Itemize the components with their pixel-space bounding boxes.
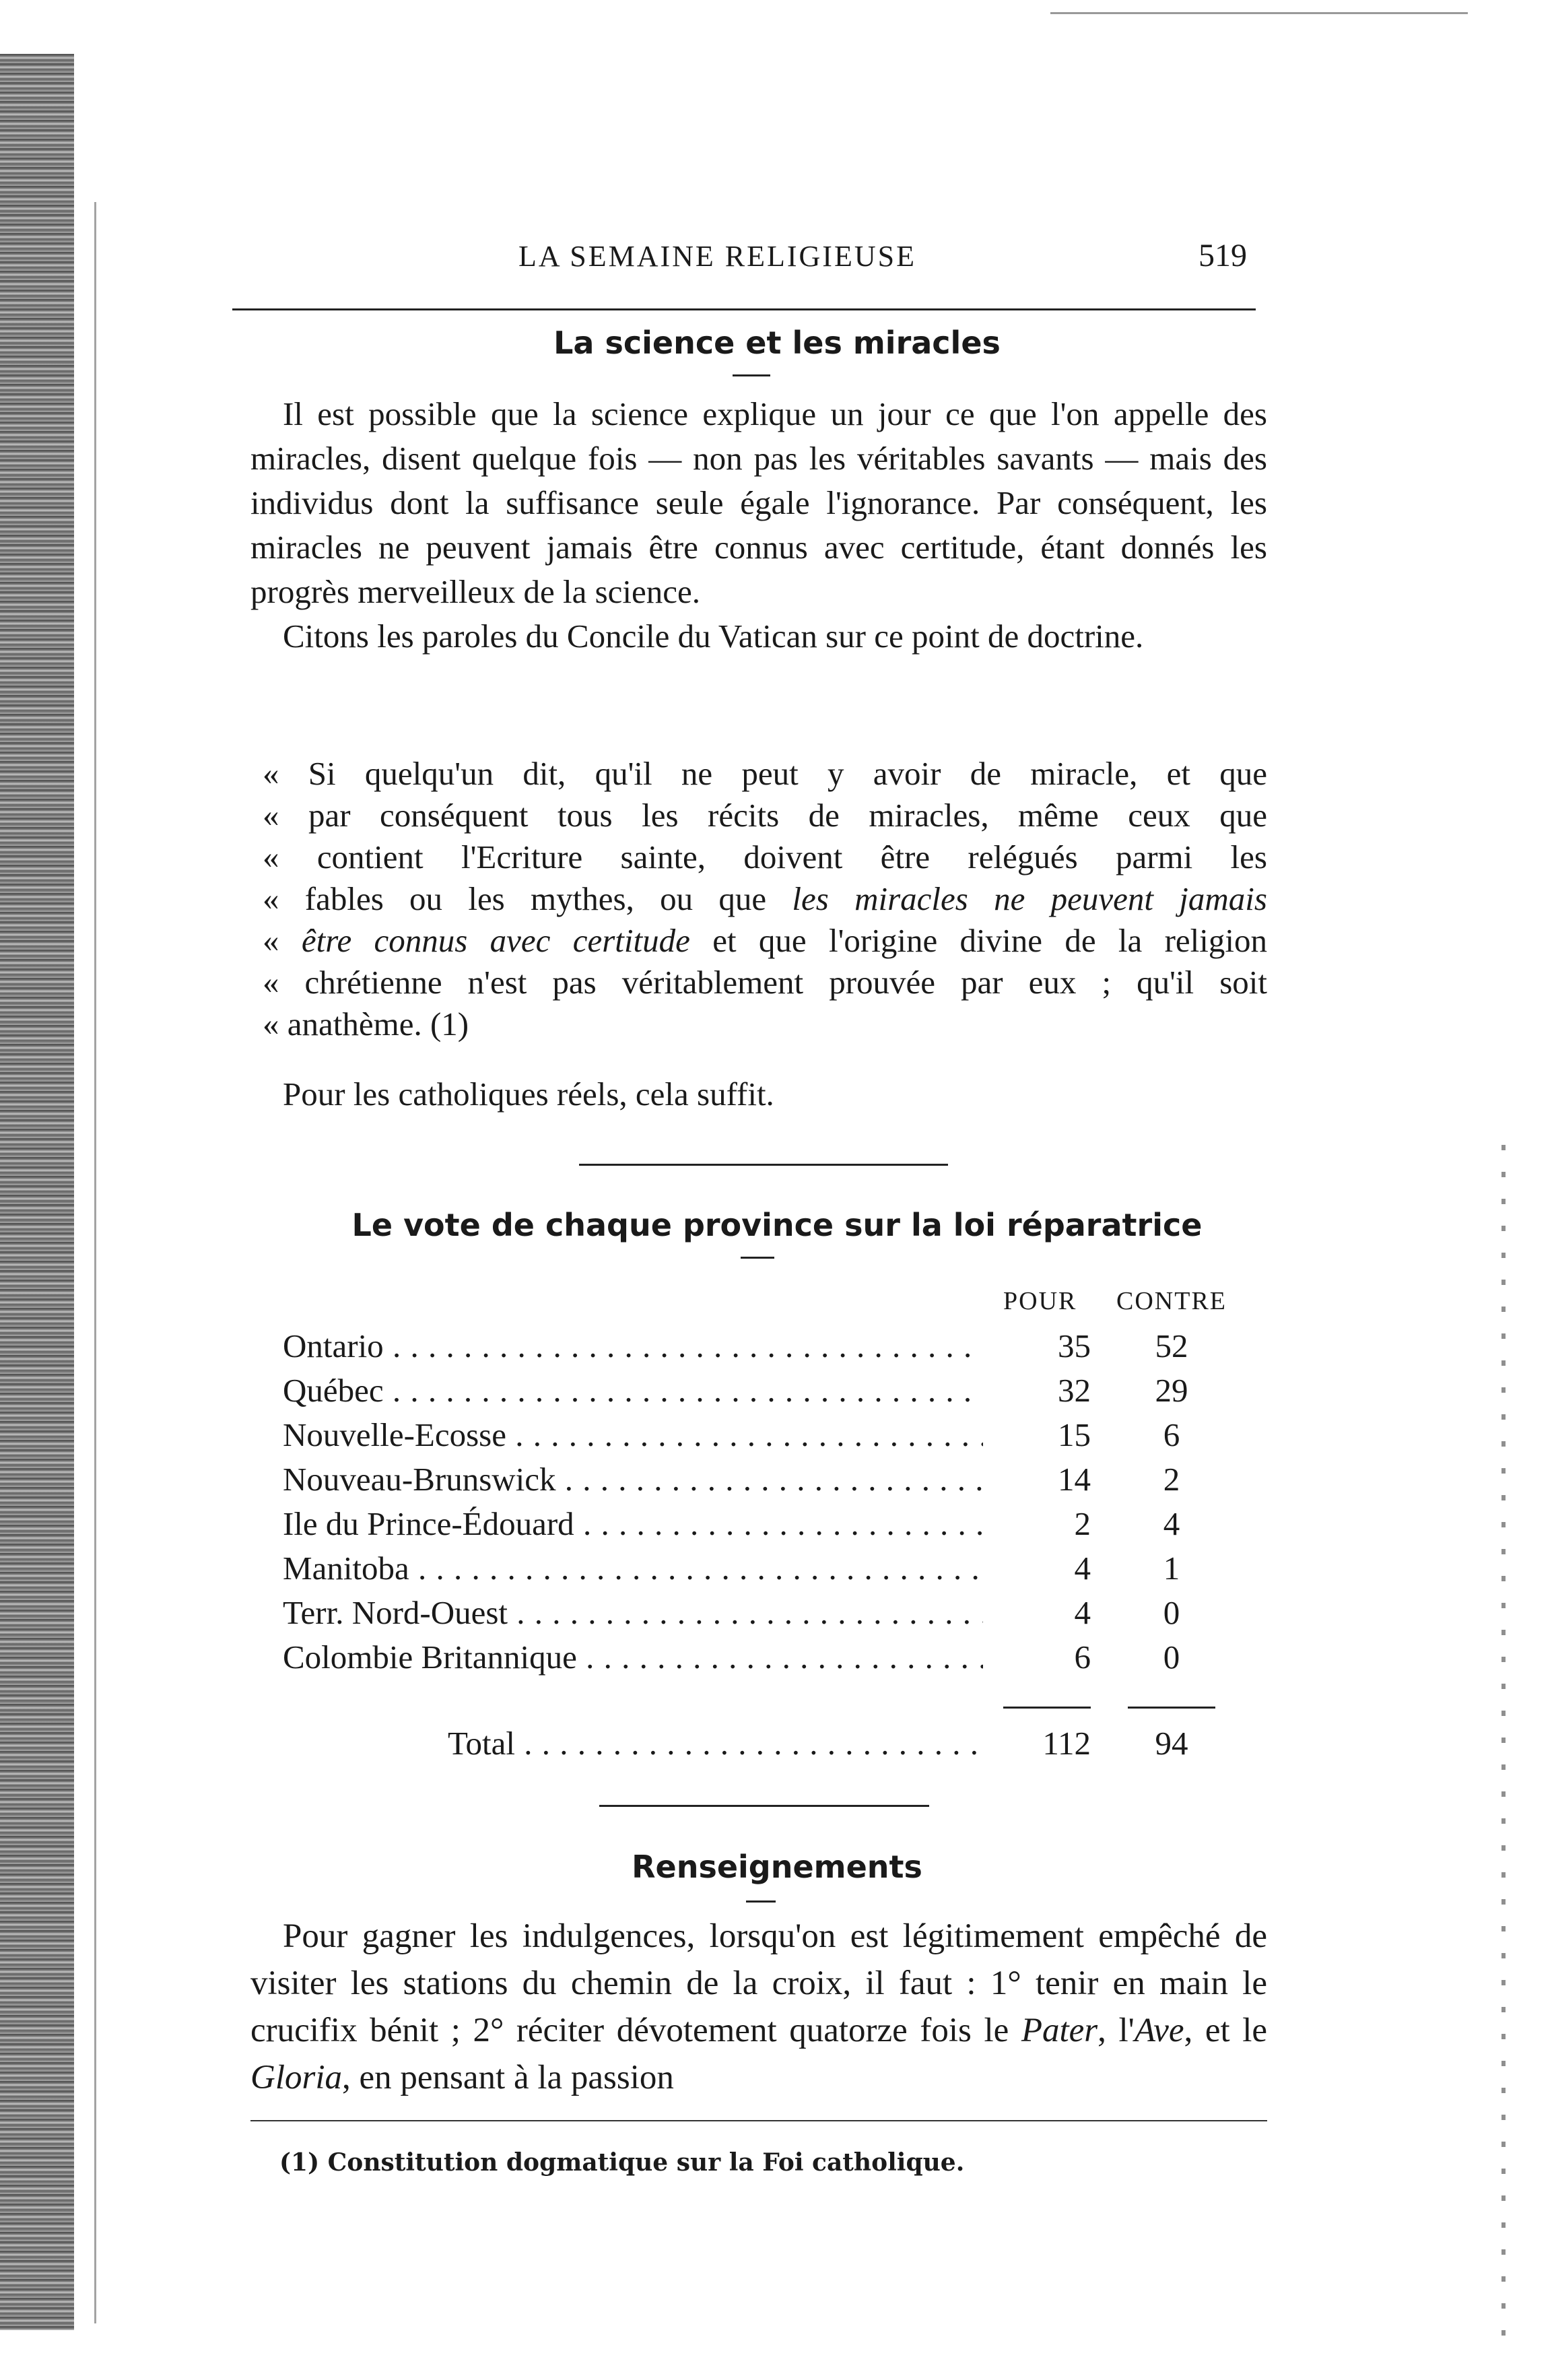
total-rule-contre <box>1128 1707 1215 1709</box>
province-name: Terr. Nord-Ouest . . . <box>283 1593 983 1632</box>
footnote: (1) Constitution dogmatique sur la Foi catholique. <box>279 2148 965 2177</box>
section-title-renseignements: Renseignements <box>632 1849 922 1885</box>
running-title: LA SEMAINE RELIGIEUSE <box>518 240 916 273</box>
page-margin-line <box>94 202 96 2323</box>
quote-line: « chrétienne n'est pas véritablement prouvée par eux ; qu'il soit <box>263 964 1267 1001</box>
total-row <box>283 1724 1259 1769</box>
pour-value: 6 <box>1074 1639 1091 1676</box>
council-quote <box>263 753 1267 1045</box>
paragraph: Pour gagner les indulgences, lorsqu'on est légitimement empêché de visiter les stations du chemin de la croix, il faut : 1° tenir en main le crucifix bénit ; 2° réciter dévotement quatorze fois le Pater, l'Ave, et le Gloria, en pensant à la passion <box>250 1917 1268 2096</box>
paragraph: Il est possible que la science explique un jour ce que l'on appelle des miracles, disent quelque fois — non pas les véritables savants — mais des individus dont la suffisance seule égale l'ignorance. Par conséquent, les miracles ne peuvent jamais être connus avec certitude, étant donnés les progrès merveilleux de la science. <box>250 395 1267 610</box>
pour-value: 15 <box>1058 1416 1091 1453</box>
contre-value: 29 <box>1155 1372 1188 1409</box>
ave-word: Ave <box>1134 2012 1184 2049</box>
quote-line: « Si quelqu'un dit, qu'il ne peut y avoir de miracle, et que <box>263 755 1267 792</box>
province-name: Nouvelle-Ecosse . . . <box>283 1416 983 1454</box>
section-title-science: La science et les miracles <box>553 325 1001 361</box>
table-row <box>283 1505 1259 1549</box>
section-title-vote: Le vote de chaque province sur la loi réparatrice <box>351 1207 1203 1243</box>
pour-value: 14 <box>1058 1461 1091 1498</box>
province-name: Manitoba . . . <box>283 1549 983 1587</box>
quote-line: « contient l'Ecriture sainte, doivent être relégués parmi les <box>263 838 1267 875</box>
page-number: 519 <box>1198 238 1247 273</box>
contre-value: 0 <box>1163 1594 1180 1631</box>
pour-value: 4 <box>1074 1550 1091 1587</box>
renseignements-body <box>250 1913 1267 2101</box>
province-name: Nouveau-Brunswick . . . <box>283 1460 983 1498</box>
total-contre: 94 <box>1155 1725 1188 1762</box>
contre-value: 6 <box>1163 1416 1180 1453</box>
table-row <box>283 1460 1259 1505</box>
total-pour: 112 <box>1042 1725 1091 1762</box>
quote-line: « par conséquent tous les récits de miracles, même ceux que <box>263 797 1267 834</box>
closing-paragraph <box>250 1072 1267 1117</box>
contre-value: 0 <box>1163 1639 1180 1676</box>
section-separator <box>579 1164 948 1166</box>
contre-value: 2 <box>1163 1461 1180 1498</box>
section-separator <box>599 1805 929 1807</box>
pater-word: Pater <box>1021 2012 1098 2049</box>
pour-value: 4 <box>1074 1594 1091 1631</box>
footnote-rule <box>250 2120 1267 2121</box>
contre-value: 52 <box>1155 1327 1188 1364</box>
table-row <box>283 1638 1259 1682</box>
title-dash <box>746 1900 776 1903</box>
quote-line: « anathème. (1) <box>263 1005 469 1043</box>
header-rule <box>232 308 1256 310</box>
page-edge-right <box>1501 1145 1506 2357</box>
column-header-pour: POUR <box>1003 1287 1077 1315</box>
title-dash <box>741 1257 774 1259</box>
pour-value: 32 <box>1058 1372 1091 1409</box>
province-name: Ontario . . . <box>283 1327 983 1365</box>
page-edge-left <box>0 54 74 2330</box>
title-dash <box>733 374 770 376</box>
contre-value: 4 <box>1163 1505 1180 1542</box>
province-name: Colombie Britannique . . . <box>283 1638 983 1676</box>
province-name: Québec . . . <box>283 1371 983 1410</box>
quote-line: « fables ou les mythes, ou que les miracles ne peuvent jamais <box>263 880 1267 917</box>
quote-italic: les miracles ne peuvent jamais <box>792 880 1267 917</box>
gloria-word: Gloria <box>250 2059 343 2096</box>
table-row <box>283 1549 1259 1593</box>
table-row <box>283 1593 1259 1638</box>
quote-line: « être connus avec certitude et que l'origine divine de la religion <box>263 922 1267 959</box>
scan-top-rule <box>1050 12 1468 14</box>
contre-value: 1 <box>1163 1550 1180 1587</box>
province-name: Ile du Prince-Édouard . . . <box>283 1505 983 1543</box>
total-label: Total . . . <box>448 1724 983 1762</box>
paragraph: Pour les catholiques réels, cela suffit. <box>283 1076 774 1113</box>
pour-value: 35 <box>1058 1327 1091 1364</box>
quote-italic: être connus avec certitude <box>301 922 690 959</box>
section-science-body <box>250 392 1267 659</box>
total-rule-pour <box>1003 1707 1091 1709</box>
pour-value: 2 <box>1074 1505 1091 1542</box>
paragraph: Citons les paroles du Concile du Vatican sur ce point de doctrine. <box>283 618 1144 655</box>
table-row <box>283 1371 1259 1416</box>
column-header-contre: CONTRE <box>1116 1287 1227 1315</box>
table-row <box>283 1327 1259 1371</box>
table-row <box>283 1416 1259 1460</box>
